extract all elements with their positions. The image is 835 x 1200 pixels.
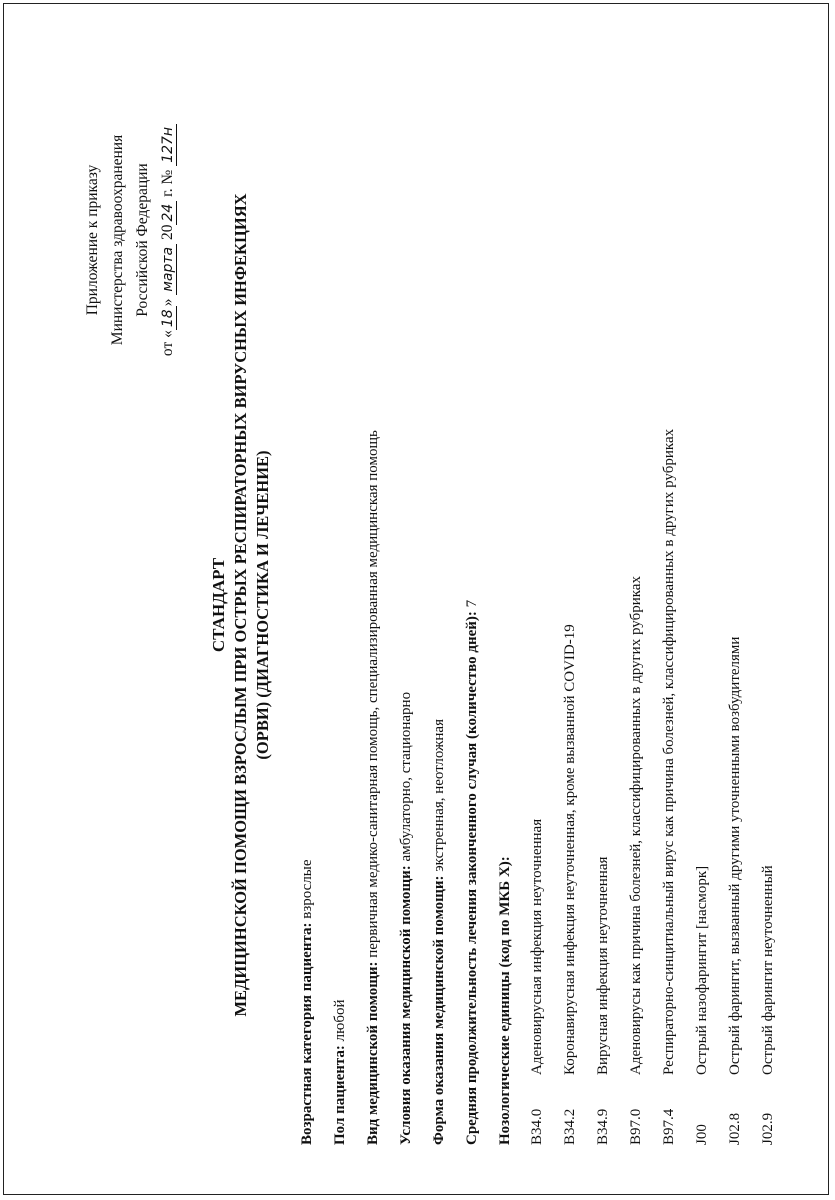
icd-code: J02.8 [727,1112,743,1145]
param-value: экстренная, неотложная [431,719,447,876]
list-item [759,75,792,1145]
icd-description: Респираторно-синцитиальный вирус как причина болезней, классифицированных в других рубриках [661,428,677,1075]
list-item [660,75,693,1145]
icd-description: Острый фарингит неуточненный [760,865,776,1075]
title-main: МЕДИЦИНСКОЙ ПОМОЩИ ВЗРОСЛЫМ ПРИ ОСТРЫХ РЕСПИРАТОРНЫХ ВИРУСНЫХ ИНФЕКЦИЯХ [231,193,250,1017]
icd-description: Острый назофарингит [насморк] [694,865,710,1075]
title-standard: СТАНДАРТ [209,557,228,653]
param-value: амбулаторно, стационарно [398,691,414,866]
param-sex [331,85,364,1145]
param-value: первичная медико-санитарная помощь, специализированная медицинская помощь [365,430,381,962]
parameters-list [298,85,529,1145]
date-month-handwritten: марта [160,244,177,295]
list-item [726,75,759,1145]
param-label: Вид медицинской помощи: [365,961,381,1145]
date-year-g: г. № [159,169,176,201]
param-nosology-header [496,85,529,1145]
param-label: Условия оказания медицинской помощи: [398,865,414,1145]
param-label: Форма оказания медицинской помощи: [431,875,447,1145]
order-number-handwritten: 127н [160,124,177,166]
param-label: Нозологические единицы (код по МКБ X): [497,856,513,1145]
document-sheet [40,55,800,1155]
list-item [528,75,561,1145]
param-value: взрослые [299,859,315,923]
icd-code: B34.0 [529,1108,545,1145]
icd-code: J00 [694,1124,710,1145]
list-item [693,75,726,1145]
date-year-prefix: 20 [159,224,176,241]
param-duration [463,85,496,1145]
date-mid: » [159,298,176,307]
param-care-type [364,85,397,1145]
param-care-conditions [397,85,430,1145]
list-item [561,75,594,1145]
param-label: Пол пациента: [332,1045,348,1145]
icd-code: J02.9 [760,1112,776,1145]
param-label: Возрастная категория пациента: [299,922,315,1145]
icd-code: B34.2 [562,1108,578,1145]
param-value: 7 [464,599,480,612]
list-item [594,75,627,1145]
date-day-handwritten: 18 [160,306,177,330]
title-sub: (ОРВИ) (ДИАГНОСТИКА И ЛЕЧЕНИЕ) [253,450,272,760]
approval-date-line [155,75,181,405]
icd-code: B97.0 [628,1108,644,1145]
approval-line-3: Российской Федерации [134,163,151,317]
icd-description: Острый фарингит, вызванный другими уточненными возбудителями [727,636,743,1075]
approval-line-1: Приложение к приказу [84,164,101,316]
param-label: Средняя продолжительность лечения законченного случая (количество дней): [464,611,480,1145]
icd-description: Аденовирусы как причина болезней, классифицированных в других рубриках [628,576,644,1075]
approval-block [80,75,181,405]
nosology-codes-list [528,75,792,1145]
icd-code: B97.4 [661,1108,677,1145]
icd-description: Аденовирусная инфекция неуточненная [529,818,545,1075]
approval-line-2: Министерства здравоохранения [109,134,126,346]
list-item [627,75,660,1145]
icd-description: Вирусная инфекция неуточненная [595,856,611,1075]
icd-description: Коронавирусная инфекция неуточненная, кроме вызванной COVID-19 [562,624,578,1075]
date-year-handwritten: 24 [160,201,177,225]
param-care-form [430,85,463,1145]
param-value: любой [332,999,348,1046]
param-age [298,85,331,1145]
date-prefix: от « [159,330,176,357]
document-title [208,55,274,1155]
icd-code: B34.9 [595,1108,611,1145]
